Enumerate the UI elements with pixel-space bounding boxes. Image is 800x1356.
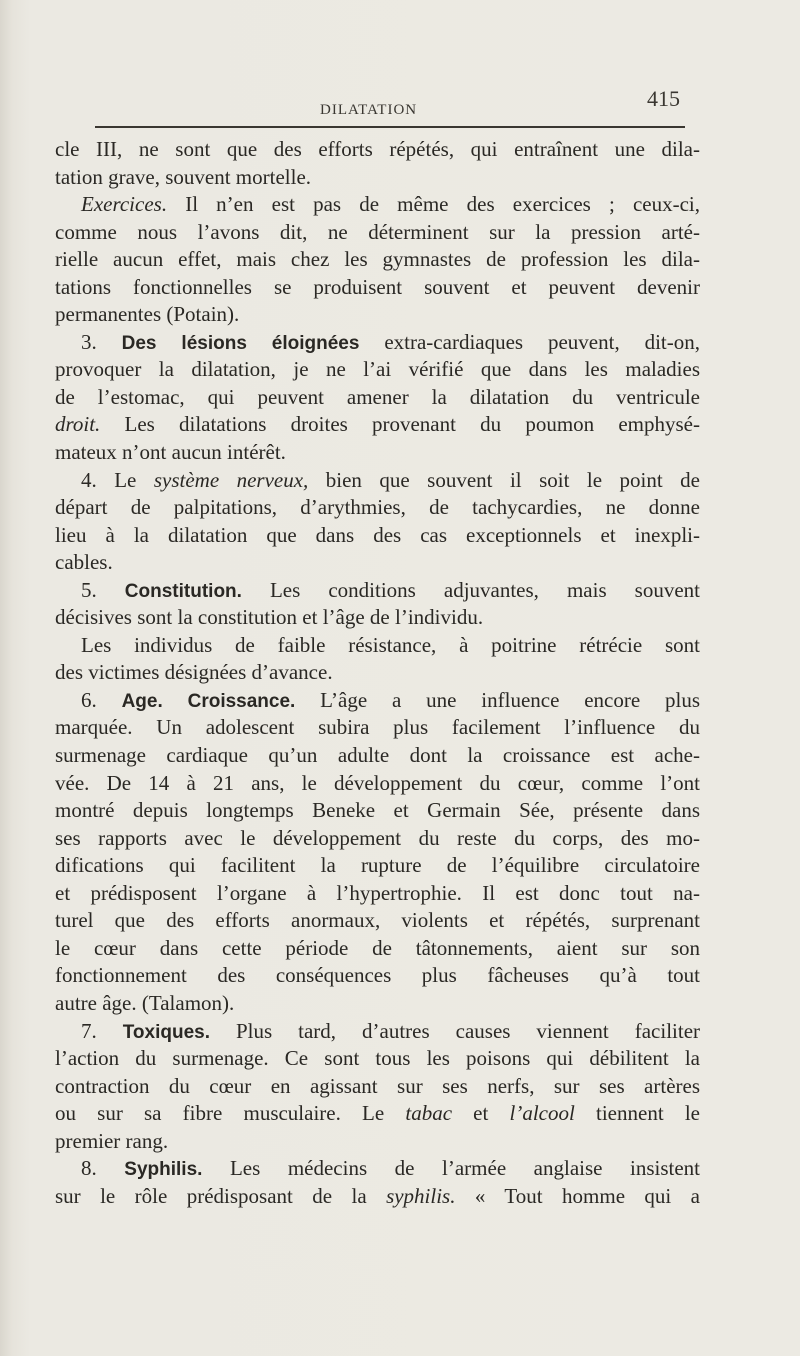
text-segment: 4. Le xyxy=(81,467,154,492)
text-segment: L’âge a une influence encore plus xyxy=(295,687,701,712)
text-segment: cables. xyxy=(55,550,113,575)
text-segment: ou sur sa fibre musculaire. Le xyxy=(55,1101,406,1126)
text-line xyxy=(55,907,700,935)
section-heading: Des lésions éloignées xyxy=(121,332,360,354)
text-line xyxy=(55,935,700,963)
text-line xyxy=(55,687,700,715)
section-heading: Syphilis. xyxy=(124,1159,203,1181)
text-line xyxy=(55,1073,700,1101)
section-heading: Toxiques. xyxy=(122,1021,211,1043)
text-line xyxy=(55,1128,700,1156)
text-segment: l’action du surmenage. Ce sont tous les poisons qui débilitent la xyxy=(55,1046,700,1071)
text-segment: ses rapports avec le développement du reste du corps, des mo- xyxy=(55,825,700,850)
text-segment: cle III, ne sont que des efforts répétés, qui entraînent une dila- xyxy=(55,137,700,161)
text-segment: lieu à la dilatation que dans des cas exceptionnels et inexpli- xyxy=(55,522,700,547)
text-line xyxy=(55,1155,700,1183)
text-line xyxy=(55,384,700,412)
text-segment: de l’estomac, qui peuvent amener la dilatation du ventricule xyxy=(55,384,700,409)
text-line xyxy=(55,356,700,384)
text-line xyxy=(55,439,700,467)
section-heading: Constitution. xyxy=(124,580,242,602)
text-segment: départ de palpitations, d’arythmies, de tachycardies, ne donne xyxy=(55,495,700,520)
text-line xyxy=(55,632,700,660)
text-segment: Les médecins de l’armée anglaise insistent xyxy=(202,1156,701,1181)
text-segment: rielle aucun effet, mais chez les gymnastes de profession les dila- xyxy=(55,247,700,272)
text-line xyxy=(55,714,700,742)
text-segment: et prédisposent l’organe à l’hypertrophie. Il est donc tout na- xyxy=(55,880,700,905)
text-line xyxy=(55,219,700,247)
text-line xyxy=(55,852,700,880)
text-segment: 3. xyxy=(81,329,122,354)
text-line xyxy=(55,770,700,798)
text-segment: tation grave, souvent mortelle. xyxy=(55,164,312,189)
text-segment: fonctionnement des conséquences plus fâcheuses qu’à tout xyxy=(55,963,700,988)
text-segment: le cœur dans cette période de tâtonnements, aient sur son xyxy=(55,935,700,960)
section-heading: Age. Croissance. xyxy=(121,690,296,712)
text-line xyxy=(55,742,700,770)
page-number: 415 xyxy=(647,86,680,111)
text-segment: extra-cardiaques peuvent, dit-on, xyxy=(359,329,701,354)
running-title: DILATATION xyxy=(320,102,418,118)
italic-text: tabac xyxy=(405,1101,453,1126)
text-segment: autre âge. (Talamon). xyxy=(55,990,235,1015)
body-text xyxy=(55,136,700,1210)
text-line xyxy=(55,797,700,825)
text-line xyxy=(55,962,700,990)
text-line xyxy=(55,164,700,192)
text-segment: comme nous l’avons dit, ne déterminent sur la pression arté- xyxy=(55,219,700,244)
text-line xyxy=(55,522,700,550)
text-segment: Plus tard, d’autres causes viennent faciliter xyxy=(210,1018,701,1043)
text-segment: décisives sont la constitution et l’âge de l’individu. xyxy=(55,605,484,630)
text-segment: 5. xyxy=(81,577,125,602)
italic-text: syphilis. xyxy=(386,1183,456,1208)
text-line xyxy=(55,411,700,439)
text-segment: tations fonctionnelles se produisent souvent et peuvent devenir xyxy=(55,274,700,299)
text-line xyxy=(55,1183,700,1211)
text-segment: et xyxy=(452,1101,510,1126)
text-line xyxy=(55,467,700,495)
text-line xyxy=(55,604,700,632)
text-segment: montré depuis longtemps Beneke et Germain Sée, présente dans xyxy=(55,798,700,823)
text-segment: Il n’en est pas de même des exercices ; ceux-ci, xyxy=(167,192,700,217)
text-segment: « Tout homme qui a xyxy=(455,1183,700,1208)
text-segment: difications qui facilitent la rupture de l’équilibre circulatoire xyxy=(55,853,700,878)
text-line xyxy=(55,1018,700,1046)
text-line xyxy=(55,825,700,853)
text-line xyxy=(55,549,700,577)
italic-text: Exercices. xyxy=(81,192,168,217)
text-segment: premier rang. xyxy=(55,1128,169,1153)
text-segment: des victimes désignées d’avance. xyxy=(55,660,333,685)
text-segment: vée. De 14 à 21 ans, le développement du cœur, comme l’ont xyxy=(55,770,700,795)
text-line xyxy=(55,274,700,302)
text-segment: 6. xyxy=(81,687,122,712)
text-segment: tiennent le xyxy=(574,1101,700,1126)
text-segment: surmenage cardiaque qu’un adulte dont la croissance est ache- xyxy=(55,743,700,768)
text-line xyxy=(55,494,700,522)
text-line xyxy=(55,880,700,908)
text-segment: mateux n’ont aucun intérêt. xyxy=(55,440,286,465)
text-line xyxy=(55,329,700,357)
text-segment: turel que des efforts anormaux, violents et répétés, surprenant xyxy=(55,908,700,933)
text-segment: 8. xyxy=(81,1156,125,1181)
text-segment: Les individus de faible résistance, à poitrine rétrécie sont xyxy=(81,632,700,657)
text-line xyxy=(55,191,700,219)
text-segment: sur le rôle prédisposant de la xyxy=(55,1183,387,1208)
header-rule xyxy=(95,126,685,128)
text-segment: bien que souvent il soit le point de xyxy=(308,467,700,492)
page-header xyxy=(95,80,715,120)
text-segment: 7. xyxy=(81,1018,123,1043)
text-segment: provoquer la dilatation, je ne l’ai vérifié que dans les maladies xyxy=(55,357,700,382)
text-segment: Les dilatations droites provenant du poumon emphysé- xyxy=(100,412,700,437)
text-line xyxy=(55,1100,700,1128)
text-line xyxy=(55,246,700,274)
text-line xyxy=(55,301,700,329)
text-line xyxy=(55,577,700,605)
text-segment: permanentes (Potain). xyxy=(55,302,240,327)
italic-text: droit. xyxy=(55,412,101,437)
text-line xyxy=(55,990,700,1018)
text-segment: contraction du cœur en agissant sur ses nerfs, sur ses artères xyxy=(55,1073,700,1098)
text-line xyxy=(55,136,700,164)
italic-text: l’alcool xyxy=(509,1101,575,1126)
text-segment: Les conditions adjuvantes, mais souvent xyxy=(241,577,700,602)
text-line xyxy=(55,1045,700,1073)
italic-text: système nerveux, xyxy=(153,467,309,492)
text-line xyxy=(55,659,700,687)
text-segment: marquée. Un adolescent subira plus facilement l’influence du xyxy=(55,715,700,740)
